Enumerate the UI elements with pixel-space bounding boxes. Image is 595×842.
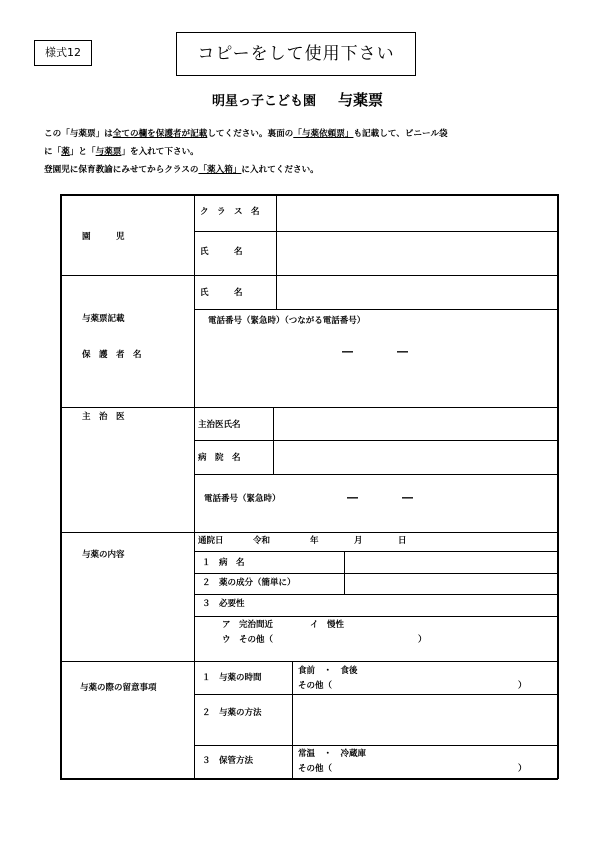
option-u-close: ） — [418, 635, 427, 645]
child-section-label: 園 児 — [82, 232, 125, 242]
guardian-name-field[interactable] — [278, 277, 556, 308]
hospital-name-label: 病 院 名 — [198, 453, 241, 463]
guardian-phone-label: 電話番号（緊急時）（つながる電話番号） — [208, 316, 366, 326]
instruction-line-3: 登園児に保育教諭にみせてからクラスの「薬入箱」に入れてください。 — [44, 165, 319, 175]
ingredients-field[interactable] — [346, 575, 556, 593]
dose-time-options[interactable]: 食前 ・ 食後 — [298, 666, 358, 676]
guardian-name-label: 氏 名 — [200, 288, 243, 298]
doctor-phone-dash-2: ― — [402, 491, 413, 504]
doctor-name-label: 主治医氏名 — [198, 420, 241, 430]
child-name-field[interactable] — [278, 233, 556, 274]
doctor-phone-dash-1: ― — [347, 491, 358, 504]
class-name-label: ク ラ ス 名 — [200, 207, 260, 217]
necessity-label: ３ 必要性 — [202, 599, 245, 609]
instruction-line-2: に「薬」と「与薬票」を入れて下さい。 — [44, 147, 199, 157]
guardian-phone-dash-1: ― — [342, 345, 353, 358]
doctor-name-field[interactable] — [275, 409, 556, 439]
dose-method-field[interactable] — [294, 696, 556, 744]
illness-field[interactable] — [346, 553, 556, 572]
copy-notice-box: コピーをして使用下さい — [176, 32, 416, 76]
instruction-line-1: この「与薬票」は全ての欄を保護者が記載してください。裏面の「与薬依頼票」も記載して、ビニール袋 — [44, 129, 448, 139]
option-u[interactable]: ウ その他（ — [222, 635, 274, 645]
notes-section-label: 与薬の際の留意事項 — [80, 683, 157, 693]
content-section-label: 与薬の内容 — [82, 550, 125, 560]
storage-label: ３ 保管方法 — [202, 756, 254, 766]
guardian-section-label-1: 与薬票記載 — [82, 314, 125, 324]
guardian-phone-field[interactable] — [196, 330, 556, 406]
title-document: 与薬票 — [338, 91, 384, 109]
dose-method-label: ２ 与薬の方法 — [202, 708, 262, 718]
title-organization: 明星っ子こども園 — [211, 94, 316, 109]
ingredients-label: ２ 薬の成分（簡単に） — [202, 578, 296, 588]
class-name-field[interactable] — [278, 196, 556, 230]
year-label: 年 — [310, 536, 319, 546]
doctor-section-label: 主 治 医 — [82, 412, 125, 422]
dose-time-other-close: ） — [518, 681, 527, 691]
era-label: 令和 — [253, 536, 271, 546]
illness-label: １ 病 名 — [202, 558, 245, 568]
visit-date-label: 通院日 — [198, 536, 224, 546]
option-i[interactable]: イ 慢性 — [310, 620, 345, 630]
storage-other[interactable]: その他（ — [298, 764, 333, 774]
form-number-box: 様式12 — [34, 40, 92, 66]
guardian-phone-dash-2: ― — [397, 345, 408, 358]
hospital-name-field[interactable] — [275, 442, 556, 473]
page-title — [0, 89, 595, 110]
day-label: 日 — [398, 536, 407, 546]
storage-other-close: ） — [518, 764, 527, 774]
guardian-section-label-2: 保 護 者 名 — [82, 350, 142, 360]
dose-time-other[interactable]: その他（ — [298, 681, 333, 691]
doctor-phone-label: 電話番号（緊急時） — [204, 494, 281, 504]
dose-time-label: １ 与薬の時間 — [202, 673, 262, 683]
child-name-label: 氏 名 — [200, 247, 243, 257]
month-label: 月 — [354, 536, 363, 546]
medication-form — [60, 194, 558, 779]
doctor-phone-field[interactable] — [196, 476, 556, 531]
option-a[interactable]: ア 完治間近 — [222, 620, 274, 630]
storage-options[interactable]: 常温 ・ 冷蔵庫 — [298, 749, 367, 759]
